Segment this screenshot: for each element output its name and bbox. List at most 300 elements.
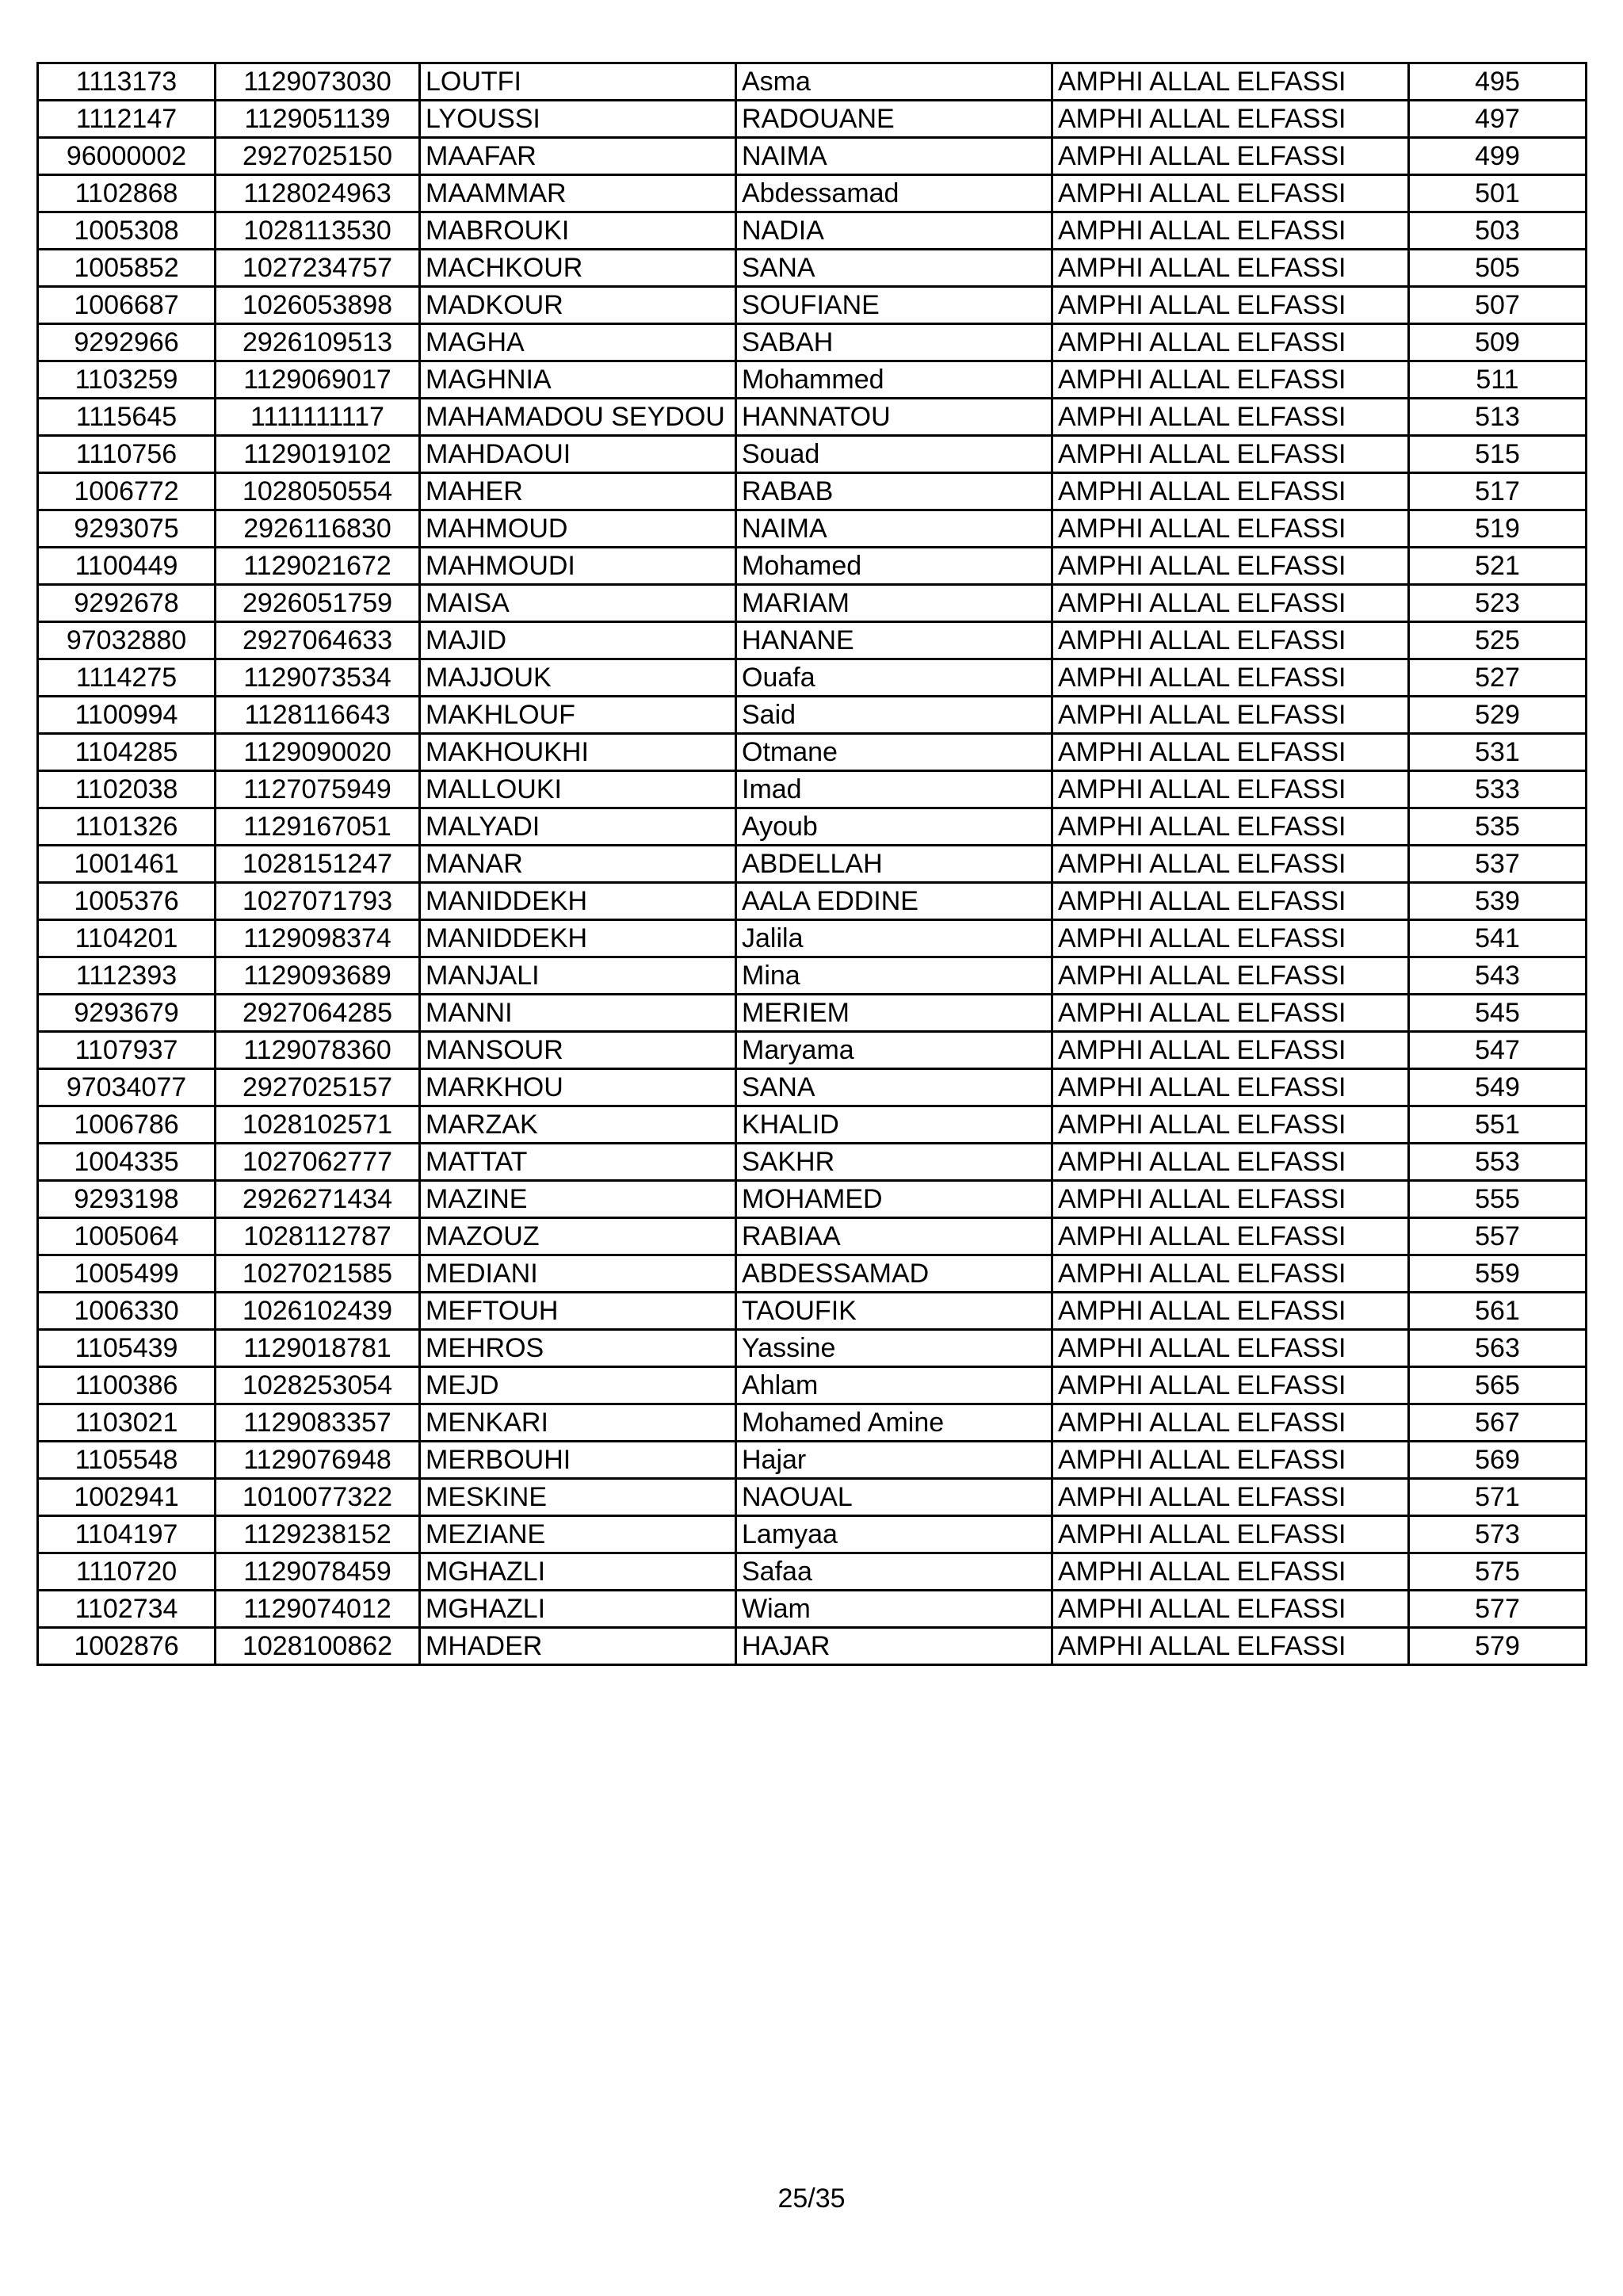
national-code-cell: 1129238152 bbox=[216, 1516, 420, 1553]
student-id-cell: 1100386 bbox=[38, 1367, 216, 1404]
room-cell: AMPHI ALLAL ELFASSI bbox=[1052, 585, 1409, 622]
national-code-cell: 1129093689 bbox=[216, 957, 420, 995]
student-id-cell: 9293075 bbox=[38, 510, 216, 548]
table-row bbox=[38, 1255, 1587, 1293]
last-name-cell: MARKHOU bbox=[420, 1069, 736, 1106]
last-name-cell: MANIDDEKH bbox=[420, 883, 736, 920]
last-name-cell: MAHER bbox=[420, 473, 736, 510]
room-cell: AMPHI ALLAL ELFASSI bbox=[1052, 250, 1409, 287]
room-cell: AMPHI ALLAL ELFASSI bbox=[1052, 1404, 1409, 1442]
seat-number-cell: 495 bbox=[1409, 63, 1587, 101]
table-row bbox=[38, 920, 1587, 957]
student-id-cell: 1113173 bbox=[38, 63, 216, 101]
room-cell: AMPHI ALLAL ELFASSI bbox=[1052, 1330, 1409, 1367]
seat-number-cell: 521 bbox=[1409, 548, 1587, 585]
last-name-cell: MHADER bbox=[420, 1628, 736, 1665]
student-id-cell: 1100449 bbox=[38, 548, 216, 585]
first-name-cell: Lamyaa bbox=[736, 1516, 1052, 1553]
first-name-cell: NADIA bbox=[736, 212, 1052, 250]
table-row bbox=[38, 883, 1587, 920]
student-id-cell: 1110756 bbox=[38, 436, 216, 473]
table-row bbox=[38, 1330, 1587, 1367]
first-name-cell: Asma bbox=[736, 63, 1052, 101]
national-code-cell: 1129078360 bbox=[216, 1032, 420, 1069]
last-name-cell: MEDIANI bbox=[420, 1255, 736, 1293]
table-row bbox=[38, 1553, 1587, 1591]
national-code-cell: 1129069017 bbox=[216, 361, 420, 399]
last-name-cell: MAHAMADOU SEYDOU bbox=[420, 399, 736, 436]
table-row bbox=[38, 585, 1587, 622]
seat-number-cell: 499 bbox=[1409, 138, 1587, 175]
room-cell: AMPHI ALLAL ELFASSI bbox=[1052, 957, 1409, 995]
last-name-cell: MAKHLOUF bbox=[420, 697, 736, 734]
last-name-cell: MENKARI bbox=[420, 1404, 736, 1442]
national-code-cell: 1129098374 bbox=[216, 920, 420, 957]
student-id-cell: 1005376 bbox=[38, 883, 216, 920]
student-id-cell: 1006786 bbox=[38, 1106, 216, 1144]
last-name-cell: MESKINE bbox=[420, 1479, 736, 1516]
last-name-cell: MGHAZLI bbox=[420, 1591, 736, 1628]
national-code-cell: 1128116643 bbox=[216, 697, 420, 734]
first-name-cell: ABDESSAMAD bbox=[736, 1255, 1052, 1293]
first-name-cell: RABAB bbox=[736, 473, 1052, 510]
student-id-cell: 1104197 bbox=[38, 1516, 216, 1553]
seat-number-cell: 573 bbox=[1409, 1516, 1587, 1553]
student-id-cell: 1006772 bbox=[38, 473, 216, 510]
table-row bbox=[38, 1144, 1587, 1181]
table-row bbox=[38, 957, 1587, 995]
last-name-cell: MGHAZLI bbox=[420, 1553, 736, 1591]
national-code-cell: 1129078459 bbox=[216, 1553, 420, 1591]
room-cell: AMPHI ALLAL ELFASSI bbox=[1052, 1479, 1409, 1516]
room-cell: AMPHI ALLAL ELFASSI bbox=[1052, 473, 1409, 510]
room-cell: AMPHI ALLAL ELFASSI bbox=[1052, 361, 1409, 399]
room-cell: AMPHI ALLAL ELFASSI bbox=[1052, 1516, 1409, 1553]
student-id-cell: 1114275 bbox=[38, 659, 216, 697]
last-name-cell: MEZIANE bbox=[420, 1516, 736, 1553]
table-row bbox=[38, 846, 1587, 883]
room-cell: AMPHI ALLAL ELFASSI bbox=[1052, 1367, 1409, 1404]
last-name-cell: MABROUKI bbox=[420, 212, 736, 250]
national-code-cell: 2926051759 bbox=[216, 585, 420, 622]
last-name-cell: MALYADI bbox=[420, 808, 736, 846]
national-code-cell: 1028100862 bbox=[216, 1628, 420, 1665]
national-code-cell: 1129073534 bbox=[216, 659, 420, 697]
last-name-cell: MAAMMAR bbox=[420, 175, 736, 212]
room-cell: AMPHI ALLAL ELFASSI bbox=[1052, 1181, 1409, 1218]
last-name-cell: MANIDDEKH bbox=[420, 920, 736, 957]
room-cell: AMPHI ALLAL ELFASSI bbox=[1052, 1218, 1409, 1255]
student-id-cell: 1102734 bbox=[38, 1591, 216, 1628]
national-code-cell: 1027021585 bbox=[216, 1255, 420, 1293]
first-name-cell: TAOUFIK bbox=[736, 1293, 1052, 1330]
room-cell: AMPHI ALLAL ELFASSI bbox=[1052, 436, 1409, 473]
first-name-cell: MERIEM bbox=[736, 995, 1052, 1032]
seat-number-cell: 531 bbox=[1409, 734, 1587, 771]
student-id-cell: 1005308 bbox=[38, 212, 216, 250]
student-id-cell: 97032880 bbox=[38, 622, 216, 659]
last-name-cell: MAZINE bbox=[420, 1181, 736, 1218]
room-cell: AMPHI ALLAL ELFASSI bbox=[1052, 1069, 1409, 1106]
table-row bbox=[38, 361, 1587, 399]
table-row bbox=[38, 399, 1587, 436]
student-id-cell: 9292678 bbox=[38, 585, 216, 622]
table-row bbox=[38, 287, 1587, 324]
table-body bbox=[38, 63, 1587, 1665]
last-name-cell: MARZAK bbox=[420, 1106, 736, 1144]
table-row bbox=[38, 622, 1587, 659]
table-row bbox=[38, 1181, 1587, 1218]
first-name-cell: SAKHR bbox=[736, 1144, 1052, 1181]
table-row bbox=[38, 1479, 1587, 1516]
student-id-cell: 1104285 bbox=[38, 734, 216, 771]
first-name-cell: SABAH bbox=[736, 324, 1052, 361]
room-cell: AMPHI ALLAL ELFASSI bbox=[1052, 287, 1409, 324]
room-cell: AMPHI ALLAL ELFASSI bbox=[1052, 63, 1409, 101]
national-code-cell: 1129076948 bbox=[216, 1442, 420, 1479]
table-row bbox=[38, 138, 1587, 175]
room-cell: AMPHI ALLAL ELFASSI bbox=[1052, 808, 1409, 846]
seat-number-cell: 575 bbox=[1409, 1553, 1587, 1591]
last-name-cell: MAKHOUKHI bbox=[420, 734, 736, 771]
student-id-cell: 1102868 bbox=[38, 175, 216, 212]
table-row bbox=[38, 995, 1587, 1032]
national-code-cell: 2927064633 bbox=[216, 622, 420, 659]
student-id-cell: 1110720 bbox=[38, 1553, 216, 1591]
room-cell: AMPHI ALLAL ELFASSI bbox=[1052, 920, 1409, 957]
first-name-cell: Mina bbox=[736, 957, 1052, 995]
first-name-cell: Mohamed bbox=[736, 548, 1052, 585]
seat-number-cell: 509 bbox=[1409, 324, 1587, 361]
student-id-cell: 9293198 bbox=[38, 1181, 216, 1218]
first-name-cell: Mohammed bbox=[736, 361, 1052, 399]
national-code-cell: 1028113530 bbox=[216, 212, 420, 250]
first-name-cell: Ayoub bbox=[736, 808, 1052, 846]
first-name-cell: Abdessamad bbox=[736, 175, 1052, 212]
room-cell: AMPHI ALLAL ELFASSI bbox=[1052, 548, 1409, 585]
seat-number-cell: 541 bbox=[1409, 920, 1587, 957]
national-code-cell: 1026102439 bbox=[216, 1293, 420, 1330]
seat-number-cell: 535 bbox=[1409, 808, 1587, 846]
seat-number-cell: 503 bbox=[1409, 212, 1587, 250]
room-cell: AMPHI ALLAL ELFASSI bbox=[1052, 212, 1409, 250]
table-row bbox=[38, 175, 1587, 212]
first-name-cell: Yassine bbox=[736, 1330, 1052, 1367]
room-cell: AMPHI ALLAL ELFASSI bbox=[1052, 995, 1409, 1032]
table-row bbox=[38, 808, 1587, 846]
first-name-cell: MARIAM bbox=[736, 585, 1052, 622]
student-id-cell: 1002941 bbox=[38, 1479, 216, 1516]
student-id-cell: 1006687 bbox=[38, 287, 216, 324]
national-code-cell: 2926109513 bbox=[216, 324, 420, 361]
room-cell: AMPHI ALLAL ELFASSI bbox=[1052, 1144, 1409, 1181]
room-cell: AMPHI ALLAL ELFASSI bbox=[1052, 399, 1409, 436]
student-id-cell: 1112147 bbox=[38, 101, 216, 138]
seat-number-cell: 569 bbox=[1409, 1442, 1587, 1479]
table-row bbox=[38, 1628, 1587, 1665]
last-name-cell: MANAR bbox=[420, 846, 736, 883]
student-id-cell: 97034077 bbox=[38, 1069, 216, 1106]
table-row bbox=[38, 771, 1587, 808]
national-code-cell: 1129074012 bbox=[216, 1591, 420, 1628]
first-name-cell: Imad bbox=[736, 771, 1052, 808]
last-name-cell: MANSOUR bbox=[420, 1032, 736, 1069]
first-name-cell: SANA bbox=[736, 1069, 1052, 1106]
student-list-table bbox=[36, 62, 1587, 1666]
first-name-cell: Safaa bbox=[736, 1553, 1052, 1591]
table-row bbox=[38, 1404, 1587, 1442]
student-id-cell: 1101326 bbox=[38, 808, 216, 846]
student-id-cell: 1002876 bbox=[38, 1628, 216, 1665]
room-cell: AMPHI ALLAL ELFASSI bbox=[1052, 1442, 1409, 1479]
seat-number-cell: 525 bbox=[1409, 622, 1587, 659]
national-code-cell: 1010077322 bbox=[216, 1479, 420, 1516]
last-name-cell: MAHMOUD bbox=[420, 510, 736, 548]
table-row bbox=[38, 1516, 1587, 1553]
first-name-cell: Wiam bbox=[736, 1591, 1052, 1628]
last-name-cell: MACHKOUR bbox=[420, 250, 736, 287]
national-code-cell: 1027071793 bbox=[216, 883, 420, 920]
seat-number-cell: 553 bbox=[1409, 1144, 1587, 1181]
seat-number-cell: 547 bbox=[1409, 1032, 1587, 1069]
national-code-cell: 1129051139 bbox=[216, 101, 420, 138]
national-code-cell: 1129073030 bbox=[216, 63, 420, 101]
table-row bbox=[38, 436, 1587, 473]
national-code-cell: 1028151247 bbox=[216, 846, 420, 883]
student-id-cell: 1103259 bbox=[38, 361, 216, 399]
student-id-cell: 1006330 bbox=[38, 1293, 216, 1330]
table-row bbox=[38, 1069, 1587, 1106]
table-row bbox=[38, 1218, 1587, 1255]
first-name-cell: NAIMA bbox=[736, 138, 1052, 175]
student-id-cell: 1005499 bbox=[38, 1255, 216, 1293]
first-name-cell: HAJAR bbox=[736, 1628, 1052, 1665]
first-name-cell: Hajar bbox=[736, 1442, 1052, 1479]
last-name-cell: MEFTOUH bbox=[420, 1293, 736, 1330]
seat-number-cell: 571 bbox=[1409, 1479, 1587, 1516]
seat-number-cell: 519 bbox=[1409, 510, 1587, 548]
table-row bbox=[38, 697, 1587, 734]
seat-number-cell: 517 bbox=[1409, 473, 1587, 510]
table-row bbox=[38, 473, 1587, 510]
last-name-cell: MAGHA bbox=[420, 324, 736, 361]
table-row bbox=[38, 1106, 1587, 1144]
seat-number-cell: 511 bbox=[1409, 361, 1587, 399]
first-name-cell: NAOUAL bbox=[736, 1479, 1052, 1516]
first-name-cell: Souad bbox=[736, 436, 1052, 473]
national-code-cell: 1129090020 bbox=[216, 734, 420, 771]
seat-number-cell: 545 bbox=[1409, 995, 1587, 1032]
student-id-cell: 1005852 bbox=[38, 250, 216, 287]
student-id-cell: 1105439 bbox=[38, 1330, 216, 1367]
table-row bbox=[38, 1032, 1587, 1069]
seat-number-cell: 565 bbox=[1409, 1367, 1587, 1404]
room-cell: AMPHI ALLAL ELFASSI bbox=[1052, 622, 1409, 659]
last-name-cell: MAGHNIA bbox=[420, 361, 736, 399]
seat-number-cell: 539 bbox=[1409, 883, 1587, 920]
first-name-cell: RADOUANE bbox=[736, 101, 1052, 138]
national-code-cell: 2927025150 bbox=[216, 138, 420, 175]
student-id-cell: 1100994 bbox=[38, 697, 216, 734]
room-cell: AMPHI ALLAL ELFASSI bbox=[1052, 659, 1409, 697]
seat-number-cell: 579 bbox=[1409, 1628, 1587, 1665]
room-cell: AMPHI ALLAL ELFASSI bbox=[1052, 101, 1409, 138]
last-name-cell: MAZOUZ bbox=[420, 1218, 736, 1255]
first-name-cell: NAIMA bbox=[736, 510, 1052, 548]
page-number: 25/35 bbox=[777, 2183, 846, 2214]
first-name-cell: SOUFIANE bbox=[736, 287, 1052, 324]
seat-number-cell: 561 bbox=[1409, 1293, 1587, 1330]
room-cell: AMPHI ALLAL ELFASSI bbox=[1052, 734, 1409, 771]
last-name-cell: MEJD bbox=[420, 1367, 736, 1404]
seat-number-cell: 551 bbox=[1409, 1106, 1587, 1144]
seat-number-cell: 549 bbox=[1409, 1069, 1587, 1106]
student-id-cell: 1105548 bbox=[38, 1442, 216, 1479]
student-id-cell: 1004335 bbox=[38, 1144, 216, 1181]
national-code-cell: 1028112787 bbox=[216, 1218, 420, 1255]
room-cell: AMPHI ALLAL ELFASSI bbox=[1052, 771, 1409, 808]
student-id-cell: 1107937 bbox=[38, 1032, 216, 1069]
last-name-cell: MAHMOUDI bbox=[420, 548, 736, 585]
table-row bbox=[38, 548, 1587, 585]
table-row bbox=[38, 510, 1587, 548]
national-code-cell: 1129167051 bbox=[216, 808, 420, 846]
national-code-cell: 1028050554 bbox=[216, 473, 420, 510]
room-cell: AMPHI ALLAL ELFASSI bbox=[1052, 1106, 1409, 1144]
first-name-cell: RABIAA bbox=[736, 1218, 1052, 1255]
national-code-cell: 2926271434 bbox=[216, 1181, 420, 1218]
seat-number-cell: 505 bbox=[1409, 250, 1587, 287]
seat-number-cell: 563 bbox=[1409, 1330, 1587, 1367]
national-code-cell: 1129018781 bbox=[216, 1330, 420, 1367]
last-name-cell: MAHDAOUI bbox=[420, 436, 736, 473]
national-code-cell: 1129021672 bbox=[216, 548, 420, 585]
first-name-cell: HANANE bbox=[736, 622, 1052, 659]
national-code-cell: 1129019102 bbox=[216, 436, 420, 473]
room-cell: AMPHI ALLAL ELFASSI bbox=[1052, 1628, 1409, 1665]
last-name-cell: MERBOUHI bbox=[420, 1442, 736, 1479]
first-name-cell: AALA EDDINE bbox=[736, 883, 1052, 920]
national-code-cell: 1028253054 bbox=[216, 1367, 420, 1404]
table-row bbox=[38, 212, 1587, 250]
last-name-cell: MEHROS bbox=[420, 1330, 736, 1367]
national-code-cell: 1026053898 bbox=[216, 287, 420, 324]
last-name-cell: MAJID bbox=[420, 622, 736, 659]
room-cell: AMPHI ALLAL ELFASSI bbox=[1052, 1255, 1409, 1293]
seat-number-cell: 515 bbox=[1409, 436, 1587, 473]
seat-number-cell: 555 bbox=[1409, 1181, 1587, 1218]
first-name-cell: MOHAMED bbox=[736, 1181, 1052, 1218]
room-cell: AMPHI ALLAL ELFASSI bbox=[1052, 846, 1409, 883]
table-row bbox=[38, 324, 1587, 361]
student-id-cell: 9292966 bbox=[38, 324, 216, 361]
student-id-cell: 1102038 bbox=[38, 771, 216, 808]
last-name-cell: MAISA bbox=[420, 585, 736, 622]
first-name-cell: Ahlam bbox=[736, 1367, 1052, 1404]
room-cell: AMPHI ALLAL ELFASSI bbox=[1052, 175, 1409, 212]
national-code-cell: 1027062777 bbox=[216, 1144, 420, 1181]
national-code-cell: 1111111117 bbox=[216, 399, 420, 436]
seat-number-cell: 559 bbox=[1409, 1255, 1587, 1293]
room-cell: AMPHI ALLAL ELFASSI bbox=[1052, 1553, 1409, 1591]
seat-number-cell: 513 bbox=[1409, 399, 1587, 436]
first-name-cell: Said bbox=[736, 697, 1052, 734]
first-name-cell: Ouafa bbox=[736, 659, 1052, 697]
last-name-cell: MALLOUKI bbox=[420, 771, 736, 808]
seat-number-cell: 537 bbox=[1409, 846, 1587, 883]
national-code-cell: 2926116830 bbox=[216, 510, 420, 548]
seat-number-cell: 507 bbox=[1409, 287, 1587, 324]
first-name-cell: KHALID bbox=[736, 1106, 1052, 1144]
national-code-cell: 1028102571 bbox=[216, 1106, 420, 1144]
table-row bbox=[38, 734, 1587, 771]
first-name-cell: Otmane bbox=[736, 734, 1052, 771]
student-id-cell: 96000002 bbox=[38, 138, 216, 175]
student-id-cell: 1005064 bbox=[38, 1218, 216, 1255]
table-row bbox=[38, 1367, 1587, 1404]
room-cell: AMPHI ALLAL ELFASSI bbox=[1052, 138, 1409, 175]
national-code-cell: 1027234757 bbox=[216, 250, 420, 287]
national-code-cell: 1127075949 bbox=[216, 771, 420, 808]
room-cell: AMPHI ALLAL ELFASSI bbox=[1052, 510, 1409, 548]
table-row bbox=[38, 1293, 1587, 1330]
student-id-cell: 1112393 bbox=[38, 957, 216, 995]
table-row bbox=[38, 1591, 1587, 1628]
room-cell: AMPHI ALLAL ELFASSI bbox=[1052, 324, 1409, 361]
student-id-cell: 1001461 bbox=[38, 846, 216, 883]
student-id-cell: 1115645 bbox=[38, 399, 216, 436]
table-row bbox=[38, 101, 1587, 138]
last-name-cell: MADKOUR bbox=[420, 287, 736, 324]
first-name-cell: Jalila bbox=[736, 920, 1052, 957]
seat-number-cell: 501 bbox=[1409, 175, 1587, 212]
first-name-cell: ABDELLAH bbox=[736, 846, 1052, 883]
seat-number-cell: 543 bbox=[1409, 957, 1587, 995]
national-code-cell: 1129083357 bbox=[216, 1404, 420, 1442]
seat-number-cell: 497 bbox=[1409, 101, 1587, 138]
student-id-cell: 1103021 bbox=[38, 1404, 216, 1442]
table-row bbox=[38, 659, 1587, 697]
last-name-cell: MANJALI bbox=[420, 957, 736, 995]
student-id-cell: 1104201 bbox=[38, 920, 216, 957]
table-row bbox=[38, 63, 1587, 101]
last-name-cell: MANNI bbox=[420, 995, 736, 1032]
national-code-cell: 2927025157 bbox=[216, 1069, 420, 1106]
student-id-cell: 9293679 bbox=[38, 995, 216, 1032]
seat-number-cell: 523 bbox=[1409, 585, 1587, 622]
room-cell: AMPHI ALLAL ELFASSI bbox=[1052, 1591, 1409, 1628]
last-name-cell: LOUTFI bbox=[420, 63, 736, 101]
first-name-cell: SANA bbox=[736, 250, 1052, 287]
last-name-cell: LYOUSSI bbox=[420, 101, 736, 138]
national-code-cell: 2927064285 bbox=[216, 995, 420, 1032]
room-cell: AMPHI ALLAL ELFASSI bbox=[1052, 883, 1409, 920]
national-code-cell: 1128024963 bbox=[216, 175, 420, 212]
room-cell: AMPHI ALLAL ELFASSI bbox=[1052, 1032, 1409, 1069]
first-name-cell: HANNATOU bbox=[736, 399, 1052, 436]
first-name-cell: Maryama bbox=[736, 1032, 1052, 1069]
seat-number-cell: 533 bbox=[1409, 771, 1587, 808]
last-name-cell: MAAFAR bbox=[420, 138, 736, 175]
last-name-cell: MAJJOUK bbox=[420, 659, 736, 697]
seat-number-cell: 557 bbox=[1409, 1218, 1587, 1255]
seat-number-cell: 567 bbox=[1409, 1404, 1587, 1442]
seat-number-cell: 527 bbox=[1409, 659, 1587, 697]
room-cell: AMPHI ALLAL ELFASSI bbox=[1052, 1293, 1409, 1330]
seat-number-cell: 529 bbox=[1409, 697, 1587, 734]
table-row bbox=[38, 250, 1587, 287]
table-row bbox=[38, 1442, 1587, 1479]
